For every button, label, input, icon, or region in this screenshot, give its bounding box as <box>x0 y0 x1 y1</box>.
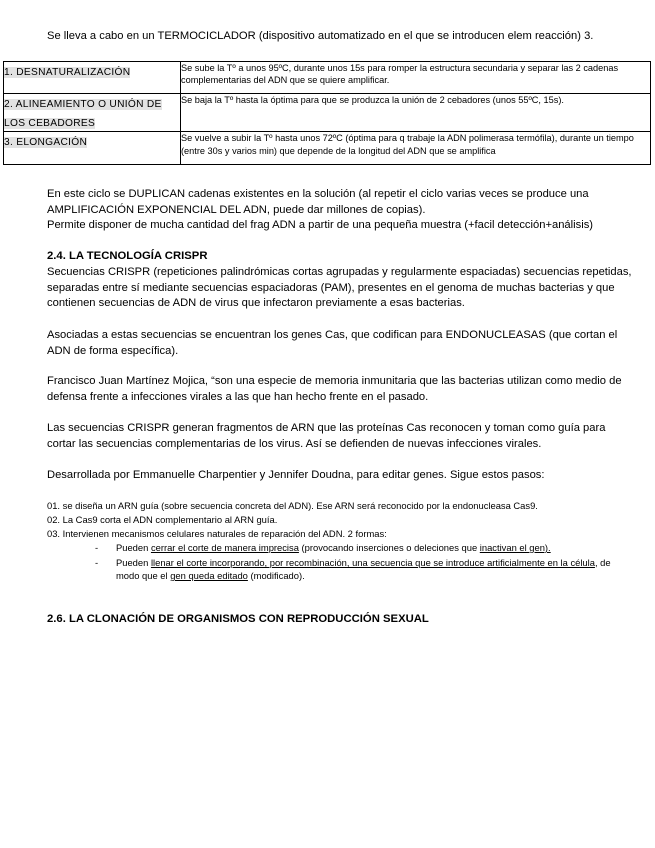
intro-paragraph: Se lleva a cabo en un TERMOCICLADOR (dispositivo automatizado en el que se introducen elem reacción) 3. <box>47 30 594 42</box>
step-name: 1. DESNATURALIZACIÓN <box>4 67 131 78</box>
crispr-paragraph-5: Desarrollada por Emmanuelle Charpentier y Jennifer Doudna, para editar genes. Sigue estos pasos: <box>47 469 545 481</box>
crispr-step-1: 01. se diseña un ARN guía (sobre secuencia concreta del ADN). Ese ARN será reconocido por la endonucleasa Cas9. <box>47 500 538 511</box>
step-desc: Se vuelve a subir la Tº hasta unos 72ºC (óptima para q trabaje la ADN polimerasa termófila), durante un tiempo (entre 30s y varios min) que depende de la longitud del ADN que se amplifica <box>181 132 651 165</box>
crispr-heading: 2.4. LA TECNOLOGÍA CRISPR <box>47 250 208 262</box>
text-run: Pueden <box>116 542 151 553</box>
step-name-cell <box>4 62 181 94</box>
text-run: (modificado). <box>247 570 305 582</box>
cycle-paragraph: En este ciclo se DUPLICAN cadenas existentes en la solución (al repetir el ciclo varias veces se produce una AMPLIFICACIÓN EXPONENCIAL DEL ADN, puede dar millones de copias). <box>47 188 589 216</box>
step-name-cell <box>4 132 181 165</box>
step-desc: Se sube la Tº a unos 95ºC, durante unos 15s para romper la estructura secundaria y separar las 2 cadenas complementarias del ADN que se quiere amplificar. <box>181 62 651 94</box>
step-name: 3. ELONGACIÓN <box>4 137 88 149</box>
permite-paragraph: Permite disponer de mucha cantidad del frag ADN a partir de una pequeña muestra (+facil detección+análisis) <box>47 219 594 231</box>
crispr-step-2: 02. La Cas9 corta el ADN complementario al ARN guía. <box>47 514 278 525</box>
step-desc: Se baja la Tº hasta la óptima para que se produzca la unión de 2 cebadores (unos 55ºC, 15s). <box>181 94 651 132</box>
repair-option-2 <box>116 556 631 582</box>
table-row <box>4 62 651 94</box>
step-name: 2. ALINEAMIENTO O UNIÓN DE LOS CEBADORES <box>4 99 162 129</box>
table-row <box>4 132 651 165</box>
step-name-cell <box>4 94 181 132</box>
bullet-marker: - <box>95 542 99 553</box>
crispr-paragraph-2: Asociadas a estas secuencias se encuentran los genes Cas, que codifican para ENDONUCLEASAS (que cortan el ADN de forma específica). <box>47 329 618 357</box>
crispr-paragraph-1: Secuencias CRISPR (repeticiones palindrómicas cortas agrupadas y regularmente espaciadas) secuencias repetidas, separadas entre sí mediante secuencias espaciadoras (PAM), presentes en el genoma de muchas bacterias y que contienen secuencias de ADN de virus que infectaron previamente a esas bacterias. <box>47 266 632 310</box>
underlined-text: inactivan el gen). <box>479 542 551 553</box>
text-run: (provocando inserciones o deleciones que <box>298 542 480 553</box>
underlined-text: llenar el corte incorporando, por recombinación, una secuencia que se introduce artificialmente en la célula <box>150 557 595 568</box>
pcr-steps-table <box>3 61 651 165</box>
cloning-heading: 2.6. LA CLONACIÓN DE ORGANISMOS CON REPRODUCCIÓN SEXUAL <box>47 613 429 625</box>
bullet-marker: - <box>95 557 99 568</box>
underlined-text: cerrar el corte de manera imprecisa <box>150 542 299 553</box>
crispr-step-3: 03. Intervienen mecanismos celulares naturales de reparación del ADN. 2 formas: <box>47 528 387 539</box>
crispr-paragraph-4: Las secuencias CRISPR generan fragmentos de ARN que las proteínas Cas reconocen y toman como guía para cortar las secuencias complementarias de los virus. Así se defienden de nuevas infecciones virales. <box>47 422 606 450</box>
repair-option-1 <box>116 541 631 554</box>
crispr-paragraph-3: Francisco Juan Martínez Mojica, “son una especie de memoria inmunitaria que las bacterias utilizan como medio de defensa frente a infecciones virales a las que han hecho frente en el pasado. <box>47 375 622 403</box>
underlined-text: gen queda editado <box>170 570 248 582</box>
table-row <box>4 94 651 132</box>
text-run: Pueden <box>116 557 151 568</box>
text-run: , de modo que el <box>116 557 611 582</box>
